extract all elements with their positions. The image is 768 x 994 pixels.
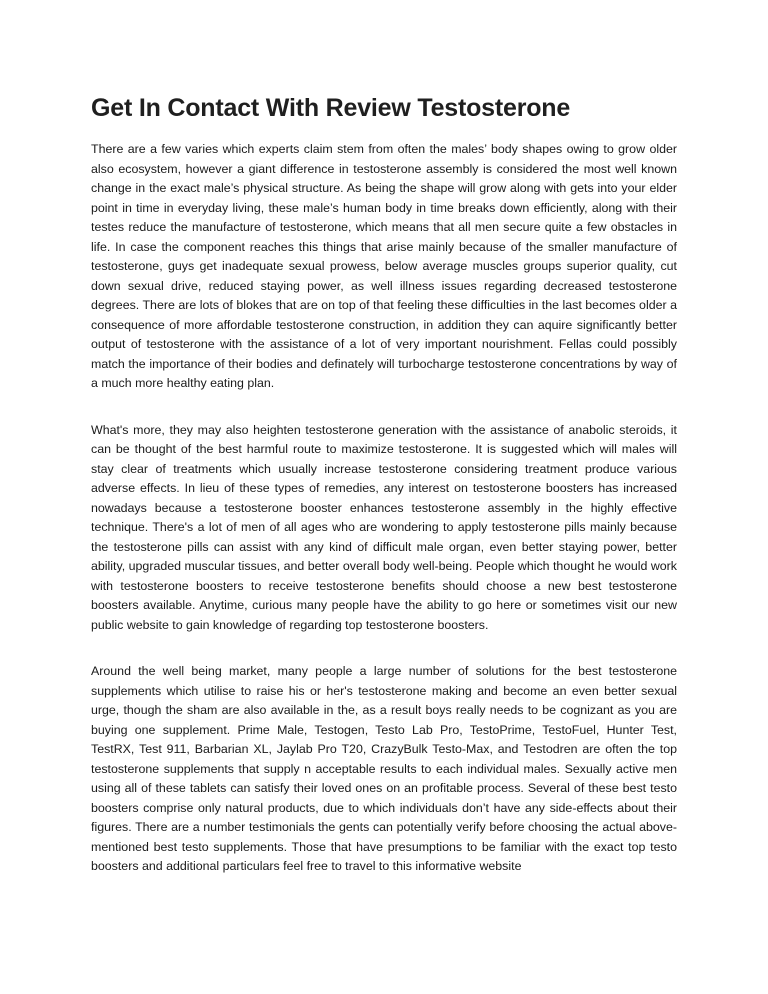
document-page bbox=[91, 88, 677, 877]
paragraph-2: What's more, they may also heighten testosterone generation with the assistance of anabolic steroids, it can be thought of the best harmful route to maximize testosterone. It is suggested which will males will stay clear of treatments which usually increase testosterone considering treatment produce various adverse effects. In lieu of these types of remedies, any interest on testosterone boosters has increased nowadays because a testosterone booster enhances testosterone assembly in the highly effective technique. There's a lot of men of all ages who are wondering to apply testosterone pills mainly because the testosterone pills can assist with any kind of difficult male organ, even better staying power, better ability, upgraded muscular tissues, and better overall body well-being. People which thought he would work with testosterone boosters to receive testosterone benefits should choose a new best testosterone boosters available. Anytime, curious many people have the ability to go here or sometimes visit our new public website to gain knowledge of regarding top testosterone boosters. bbox=[91, 422, 677, 632]
paragraph-3: Around the well being market, many people a large number of solutions for the best testosterone supplements which utilise to raise his or her's testosterone making and become an even better sexual urge, though the sham are also available in the, as a result boys really needs to be cognizant as you are buying one supplement. Prime Male, Testogen, Testo Lab Pro, TestoPrime, TestoFuel, Hunter Test, TestRX, Test 911, Barbarian XL, Jaylab Pro T20, CrazyBulk Testo-Max, and Testodren are often the top testosterone supplements that supply n acceptable results to each individual males. Sexually active men using all of these tablets can satisfy their loved ones on an profitable process. Several of these best testo boosters comprise only natural products, due to which individuals don’t have any side-effects about their figures. There are a number testimonials the gents can potentially verify before choosing the actual above-mentioned best testo supplements. Those that have presumptions to be familiar with the exact top testo boosters and additional particulars feel free to travel to this informative website bbox=[91, 664, 677, 873]
paragraph-1: There are a few varies which experts claim stem from often the males’ body shapes owing to grow older also ecosystem, however a giant difference in testosterone assembly is considered the most well known change in the exact male’s physical structure. As being the shape will grow along with gets into your elder point in time in everyday living, these male’s human body in time breaks down efficiently, along with their testes reduce the manufacture of testosterone, which means that all men secure quite a few obstacles in life. In case the component reaches this things that arise mainly because of the smaller manufacture of testosterone, guys get inadequate sexual prowess, below average muscles groups superior quality, cut down sexual drive, reduced staying power, as well illness issues regarding decreased testosterone degrees. There are lots of blokes that are on top of that feeling these difficulties in the last becomes older a consequence of more affordable testosterone construction, in addition they can aquire significantly better output of testosterone with the assistance of a lot of very important nourishment. Fellas could possibly match the importance of their bodies and definately will turbocharge testosterone concentrations by way of a much more healthy eating plan. bbox=[91, 142, 677, 390]
page-title: Get In Contact With Review Testosterone bbox=[91, 94, 571, 122]
